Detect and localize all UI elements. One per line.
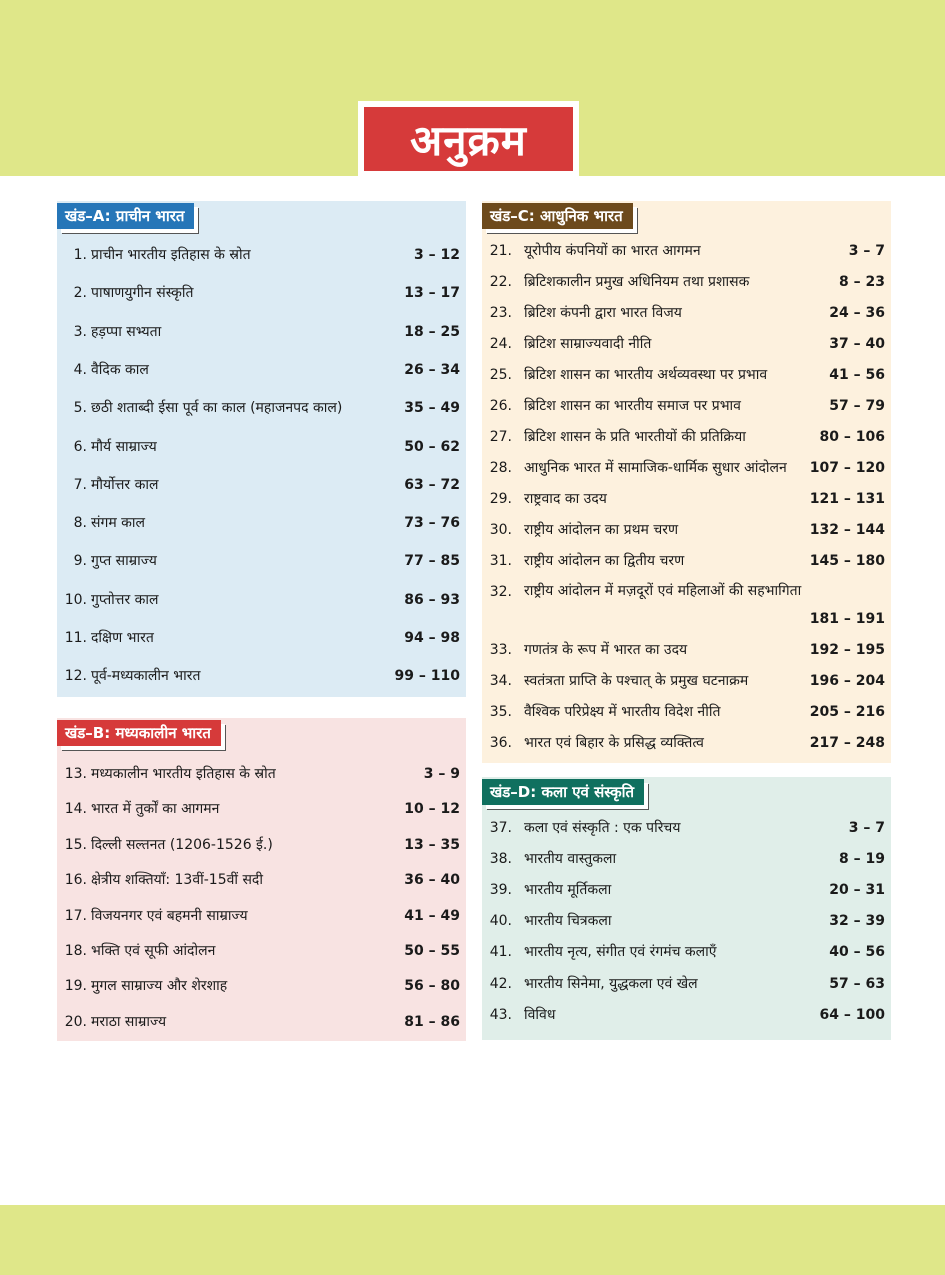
entry-pages: 56 – 80: [404, 978, 460, 995]
entry-title: भारतीय सिनेमा, युद्धकला एवं खेल: [524, 975, 698, 992]
entry-number: 18.: [64, 943, 87, 959]
entry-title: भक्ति एवं सूफी आंदोलन: [91, 943, 216, 959]
entry-pages: 57 – 79: [829, 398, 885, 414]
entry-number: 13.: [64, 766, 87, 782]
entry-number: 20.: [64, 1013, 87, 1030]
entry-number: 3.: [73, 323, 87, 340]
section-a-heading: खंड–A: प्राचीन भारत: [57, 203, 194, 229]
entry-pages: 107 – 120: [809, 460, 885, 476]
entry-title: भारतीय वास्तुकला: [524, 851, 617, 868]
entry-pages: 77 – 85: [404, 553, 460, 570]
entry-pages: 217 – 248: [809, 735, 885, 751]
section-d-panel: [482, 777, 891, 1040]
entry-pages: 13 – 17: [404, 285, 460, 302]
entry-pages: 13 – 35: [404, 836, 460, 853]
entry-pages: 50 – 62: [404, 438, 460, 455]
entry-pages: 121 – 131: [809, 491, 885, 507]
entry-pages: 145 – 180: [809, 553, 885, 569]
entry-pages: 37 – 40: [829, 336, 885, 352]
entry-number: 24.: [489, 336, 512, 352]
entry-number: 5.: [73, 400, 87, 417]
section-c-heading: खंड–C: आधुनिक भारत: [482, 203, 633, 229]
entry-number: 8.: [73, 515, 87, 532]
entry-title: राष्ट्रवाद का उदय: [524, 491, 607, 507]
entry-pages: 3 – 12: [414, 247, 460, 263]
entry-number: 9.: [73, 553, 87, 570]
entry-title: गुप्त साम्राज्य: [91, 553, 157, 570]
entry-title: क्षेत्रीय शक्तियाँ: 13वीं-15वीं सदी: [91, 872, 263, 889]
entry-number: 19.: [64, 978, 87, 995]
entry-number: 41.: [489, 944, 512, 961]
entry-pages: 26 – 34: [404, 361, 460, 378]
entry-title: भारतीय नृत्य, संगीत एवं रंगमंच कलाएँ: [524, 944, 717, 961]
entry-title: मुगल साम्राज्य और शेरशाह: [91, 978, 228, 995]
entry-pages: 35 – 49: [404, 400, 460, 417]
entry-number: 2.: [73, 285, 87, 302]
entry-pages: 8 – 23: [839, 274, 885, 290]
entry-title: गुप्तोत्तर काल: [91, 591, 159, 608]
entry-number: 21.: [489, 243, 512, 259]
entry-number: 32.: [489, 584, 512, 600]
entry-title: ब्रिटिश शासन का भारतीय अर्थव्यवस्था पर प्रभाव: [524, 367, 768, 383]
entry-pages: 181 – 191: [809, 611, 885, 627]
entry-title: पूर्व-मध्यकालीन भारत: [91, 668, 201, 685]
entry-pages: 196 – 204: [809, 673, 885, 689]
entry-number: 33.: [489, 642, 512, 658]
entry-pages: 40 – 56: [829, 944, 885, 961]
entry-pages: 3 – 9: [423, 766, 460, 782]
entry-pages: 73 – 76: [404, 515, 460, 532]
entry-number: 28.: [489, 460, 512, 476]
entry-title: ब्रिटिश कंपनी द्वारा भारत विजय: [524, 305, 682, 321]
entry-title: मराठा साम्राज्य: [91, 1013, 167, 1030]
entry-title: संगम काल: [91, 515, 146, 532]
entry-title: राष्ट्रीय आंदोलन का प्रथम चरण: [524, 522, 679, 538]
entry-number: 37.: [489, 820, 512, 836]
section-a-panel: [57, 201, 466, 697]
entry-pages: 205 – 216: [809, 704, 885, 720]
entry-number: 30.: [489, 522, 512, 538]
entry-pages: 63 – 72: [404, 476, 460, 493]
page-title: अनुक्रम: [364, 107, 573, 171]
entry-number: 6.: [73, 438, 87, 455]
entry-pages: 10 – 12: [404, 801, 460, 818]
entry-title: ब्रिटिश शासन के प्रति भारतीयों की प्रतिक्रिया: [524, 429, 746, 445]
entry-number: 42.: [489, 975, 512, 992]
entry-pages: 132 – 144: [809, 522, 885, 538]
entry-number: 29.: [489, 491, 512, 507]
entry-number: 4.: [73, 361, 87, 378]
entry-title: स्वतंत्रता प्राप्ति के पश्चात् के प्रमुख घटनाक्रम: [524, 673, 749, 689]
entry-title: विविध: [524, 1006, 556, 1023]
entry-number: 34.: [489, 673, 512, 689]
entry-pages: 20 – 31: [829, 882, 885, 899]
entry-number: 17.: [64, 907, 87, 924]
entry-number: 10.: [64, 591, 87, 608]
entry-pages: 36 – 40: [404, 872, 460, 889]
entry-pages: 3 – 7: [848, 820, 885, 836]
entry-number: 35.: [489, 704, 512, 720]
entry-title: यूरोपीय कंपनियों का भारत आगमन: [524, 243, 701, 259]
entry-title: छठी शताब्दी ईसा पूर्व का काल (महाजनपद काल): [91, 400, 343, 417]
entry-title: भारतीय मूर्तिकला: [524, 882, 612, 899]
entry-number: 7.: [73, 476, 87, 493]
entry-pages: 81 – 86: [404, 1013, 460, 1030]
entry-number: 38.: [489, 851, 512, 868]
entry-title: भारतीय चित्रकला: [524, 913, 612, 930]
entry-pages: 8 – 19: [839, 851, 885, 868]
entry-title: हड़प्पा सभ्यता: [91, 323, 162, 340]
section-b-panel: [57, 718, 466, 1041]
entry-title: ब्रिटिश शासन का भारतीय समाज पर प्रभाव: [524, 398, 741, 414]
entry-number: 16.: [64, 872, 87, 889]
entry-pages: 86 – 93: [404, 591, 460, 608]
entry-pages: 24 – 36: [829, 305, 885, 321]
entry-title: विजयनगर एवं बहमनी साम्राज्य: [91, 907, 248, 924]
entry-title: भारत एवं बिहार के प्रसिद्ध व्यक्तित्व: [524, 735, 704, 751]
bottom-banner: [0, 1205, 945, 1275]
entry-pages: 94 – 98: [404, 630, 460, 646]
entry-title: दक्षिण भारत: [91, 630, 154, 646]
entry-pages: 99 – 110: [394, 668, 460, 685]
entry-pages: 32 – 39: [829, 913, 885, 930]
entry-title: वैश्विक परिप्रेक्ष्य में भारतीय विदेश नीति: [524, 704, 721, 720]
entry-pages: 80 – 106: [819, 429, 885, 445]
entry-title: राष्ट्रीय आंदोलन का द्वितीय चरण: [524, 553, 685, 569]
entry-number: 11.: [64, 630, 87, 646]
entry-pages: 41 – 56: [829, 367, 885, 383]
entry-number: 31.: [489, 553, 512, 569]
section-b-heading: खंड–B: मध्यकालीन भारत: [57, 720, 221, 746]
entry-number: 14.: [64, 801, 87, 818]
entry-pages: 192 – 195: [809, 642, 885, 658]
entry-number: 1.: [73, 247, 87, 263]
entry-title: प्राचीन भारतीय इतिहास के स्रोत: [91, 247, 251, 263]
entry-number: 22.: [489, 274, 512, 290]
entry-title: गणतंत्र के रूप में भारत का उदय: [524, 642, 688, 658]
entry-title: भारत में तुर्कों का आगमन: [91, 801, 220, 818]
section-d-heading: खंड–D: कला एवं संस्कृति: [482, 779, 644, 805]
entry-title: मौर्य साम्राज्य: [91, 438, 157, 455]
entry-number: 27.: [489, 429, 512, 445]
entry-number: 39.: [489, 882, 512, 899]
entry-title: मौर्योत्तर काल: [91, 476, 159, 493]
entry-title: राष्ट्रीय आंदोलन में मज़दूरों एवं महिलाओं की सहभागिता: [524, 583, 802, 599]
entry-title: दिल्ली सल्तनत (1206-1526 ई.): [91, 836, 273, 853]
section-c-panel: [482, 201, 891, 763]
entry-number: 36.: [489, 735, 512, 751]
entry-title: आधुनिक भारत में सामाजिक-धार्मिक सुधार आंदोलन: [524, 460, 787, 476]
entry-title: मध्यकालीन भारतीय इतिहास के स्रोत: [91, 766, 276, 782]
entry-number: 12.: [64, 668, 87, 685]
entry-pages: 50 – 55: [404, 943, 460, 959]
entry-title: वैदिक काल: [91, 361, 149, 378]
entry-pages: 64 – 100: [819, 1006, 885, 1023]
entry-number: 23.: [489, 305, 512, 321]
entry-pages: 41 – 49: [404, 907, 460, 924]
entry-title: ब्रिटिश साम्राज्यवादी नीति: [524, 336, 652, 352]
entry-number: 26.: [489, 398, 512, 414]
entry-number: 25.: [489, 367, 512, 383]
title-frame: [361, 104, 576, 174]
entry-number: 43.: [489, 1006, 512, 1023]
entry-title: ब्रिटिशकालीन प्रमुख अधिनियम तथा प्रशासक: [524, 274, 750, 290]
entry-pages: 57 – 63: [829, 975, 885, 992]
entry-number: 15.: [64, 836, 87, 853]
entry-number: 40.: [489, 913, 512, 930]
entry-pages: 18 – 25: [404, 323, 460, 340]
entry-pages: 3 – 7: [848, 243, 885, 259]
entry-title: कला एवं संस्कृति : एक परिचय: [524, 820, 681, 836]
entry-title: पाषाणयुगीन संस्कृति: [91, 285, 194, 302]
